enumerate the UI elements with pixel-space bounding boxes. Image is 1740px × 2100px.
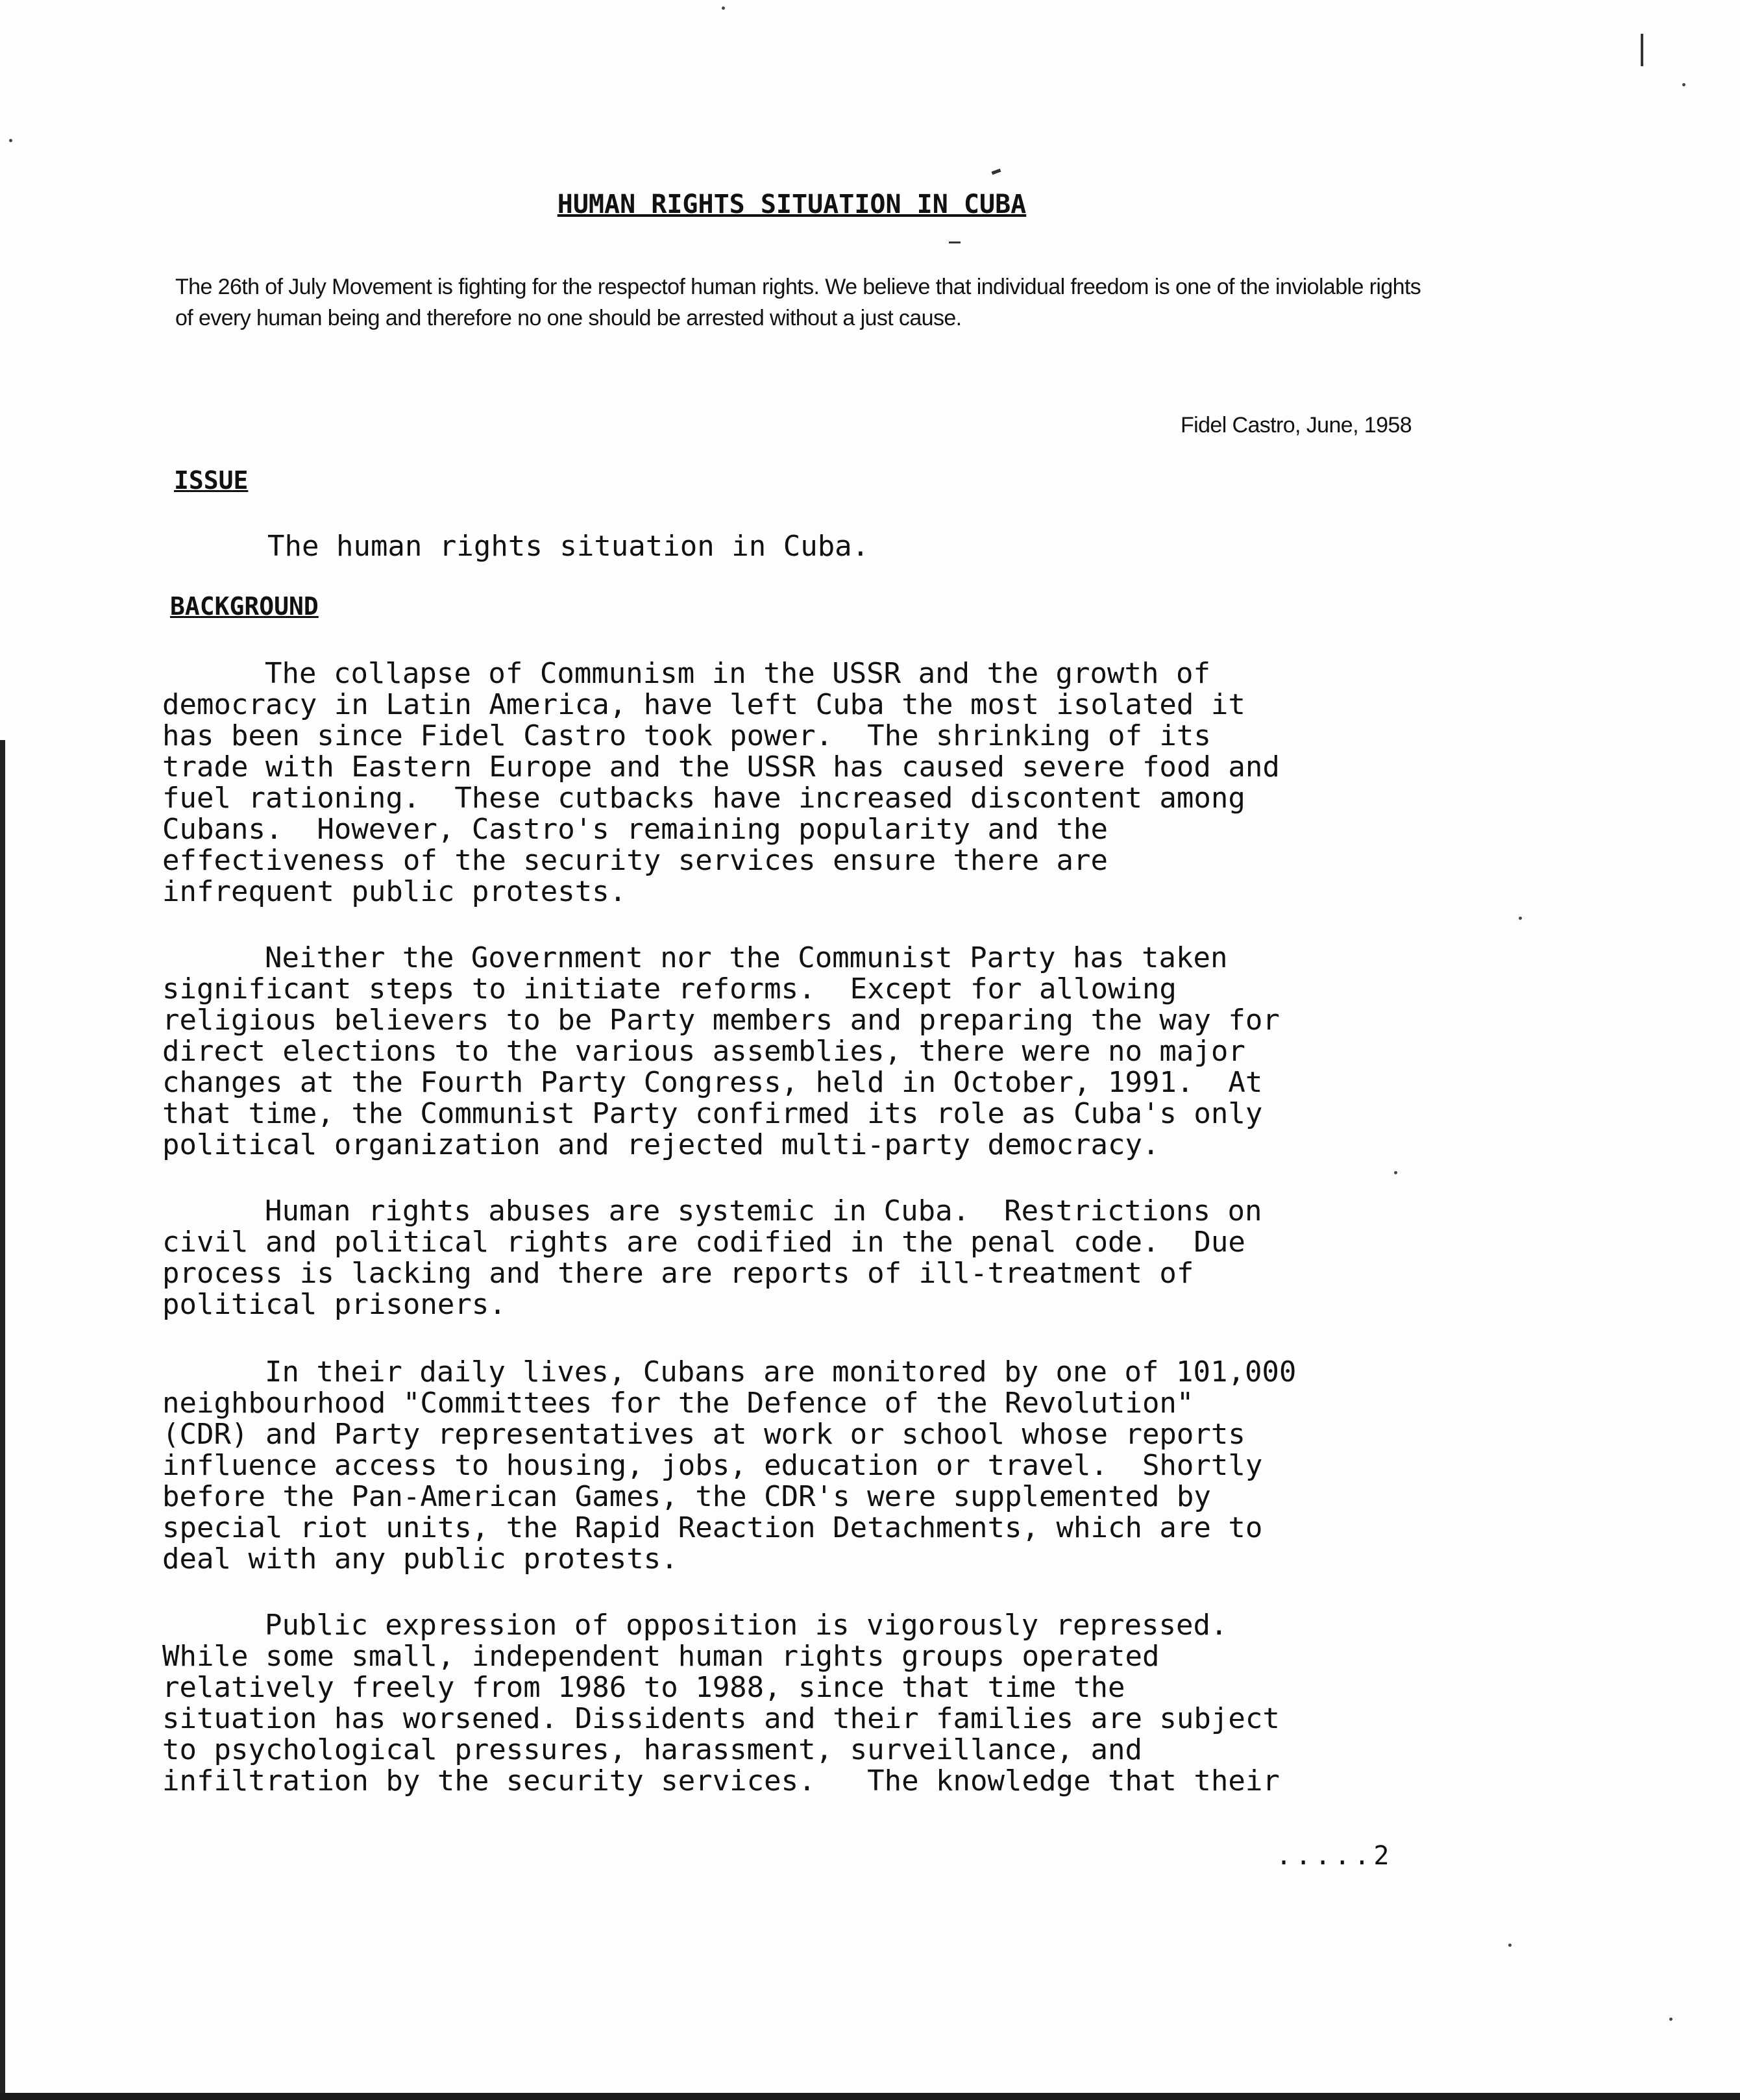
- scan-mark: [1641, 34, 1643, 66]
- background-paragraph: In their daily lives, Cubans are monitored by one of 101,000 neighbourhood "Committees for the Defence of the Revolution" (CDR) and Party representatives at work or school whose reports influence access to housing, jobs, education or travel. Shortly before the Pan-American Games, the CDR's were supplemented by special riot units, the Rapid Reaction Detachments, which are to deal with any public protests.: [162, 1355, 1297, 1575]
- scan-mark: [949, 241, 961, 243]
- scan-left-edge: [0, 740, 5, 2100]
- scan-speck: [9, 139, 12, 142]
- scan-bottom-edge: [0, 2093, 1740, 2100]
- scan-speck: [1508, 1944, 1512, 1947]
- scan-mark: [992, 169, 1001, 175]
- background-heading: BACKGROUND: [170, 592, 319, 621]
- page-continuation-marker: .....2: [1276, 1841, 1393, 1871]
- background-paragraph: Human rights abuses are systemic in Cuba. Restrictions on civil and political rights are codified in the penal code. Due process is lacking and there are reports of ill-treatment of political prisoners.: [162, 1194, 1262, 1321]
- background-paragraph: Public expression of opposition is vigorously repressed. While some small, independent human rights groups operated relatively freely from 1986 to 1988, since that time the situation has worsened. Dissidents and their families are subject to psychological pressures, harassment, surveillance, and infiltration by the security services. The knowledge that their: [162, 1609, 1280, 1797]
- scan-speck: [1394, 1171, 1397, 1174]
- issue-text: The human rights situation in Cuba.: [267, 530, 870, 563]
- scan-speck: [722, 6, 725, 10]
- scan-speck: [1682, 83, 1685, 86]
- scan-speck: [1669, 2018, 1673, 2021]
- scan-speck: [1519, 917, 1522, 920]
- background-paragraph: The collapse of Communism in the USSR and the growth of democracy in Latin America, have left Cuba the most isolated it has been since Fidel Castro took power. The shrinking of its trade with Eastern Europe and the USSR has caused severe food and fuel rationing. These cutbacks have increased discontent among Cubans. However, Castro's remaining popularity and the effectiveness of the security services ensure there are infrequent public protests.: [162, 657, 1280, 908]
- issue-heading: ISSUE: [174, 466, 249, 495]
- epigraph-quote: The 26th of July Movement is fighting for the respectof human rights. We believe that individual freedom is one of the inviolable rights of every human being and therefore no one should be arrested without a just cause.: [175, 275, 1421, 330]
- document-title: HUMAN RIGHTS SITUATION IN CUBA: [557, 190, 1027, 219]
- background-paragraph: Neither the Government nor the Communist Party has taken significant steps to initiate reforms. Except for allowing religious believers to be Party members and preparing the way for direct elections to the various assemblies, there were no major changes at the Fourth Party Congress, held in October, 1991. At that time, the Communist Party confirmed its role as Cuba's only political organization and rejected multi-party democracy.: [162, 941, 1280, 1161]
- epigraph-attribution: Fidel Castro, June, 1958: [1180, 413, 1412, 438]
